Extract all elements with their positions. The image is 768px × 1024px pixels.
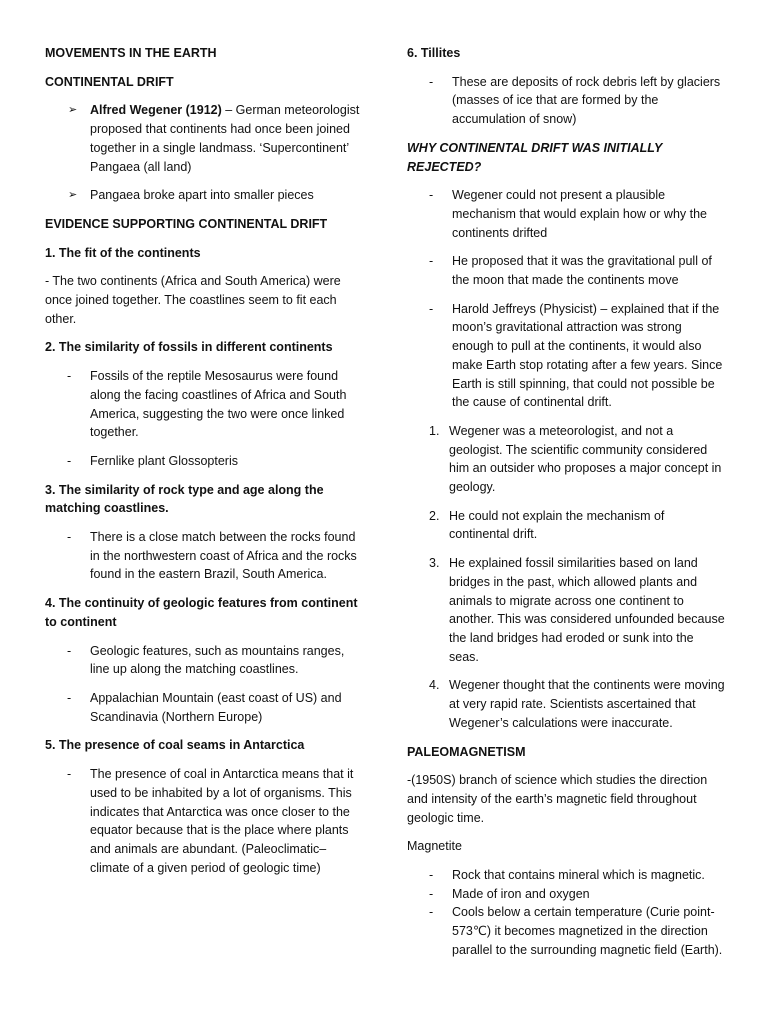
evidence-title: 5. The presence of coal seams in Antarctica bbox=[45, 738, 305, 753]
item-number: 4 . bbox=[407, 676, 449, 732]
list-item-text: These are deposits of rock debris left by glaciers (masses of ice that are formed by the accumulation of snow) bbox=[452, 74, 721, 127]
section-heading-continental-drift: CONTINENTAL DRIFT bbox=[45, 74, 174, 89]
evidence-text: - The two continents (Africa and South America) were once joined together. The coastlines seem to fit each other. bbox=[45, 274, 341, 326]
list-item bbox=[45, 765, 365, 877]
list-item bbox=[407, 300, 725, 412]
right-column bbox=[407, 44, 725, 960]
list-item-text: Cools below a certain temperature (Curie point- 573℃) it becomes magnetized in the direction parallel to the surrounding magnetic field (Earth). bbox=[452, 905, 723, 957]
arrow-bullet-icon: ➢ bbox=[68, 189, 78, 202]
dash-bullet: - bbox=[429, 301, 434, 316]
list-item bbox=[407, 903, 725, 959]
list-item-text: There is a close match between the rocks found in the northwestern coast of Africa and the rocks found in the eastern Brazil, South America. bbox=[90, 530, 357, 582]
dash-bullet: - bbox=[67, 530, 72, 545]
list-item bbox=[407, 186, 725, 242]
dash-bullet: - bbox=[67, 767, 72, 782]
numbered-item-text: Wegener was a meteorologist, and not a geologist. The scientific community considered him an outsider who proposes a major concept in geology. bbox=[449, 423, 722, 495]
bullet-text: – German meteorologist proposed that continents had once been joined together in a single landmass. ‘Supercontinent’ Pangaea (all land) bbox=[90, 103, 360, 174]
dash-bullet: - bbox=[429, 74, 434, 89]
list-item-text: Made of iron and oxygen bbox=[452, 886, 590, 901]
list-item-text: He proposed that it was the gravitational pull of the moon that made the continents move bbox=[452, 254, 712, 288]
list-item-text: Appalachian Mountain (east coast of US) and Scandinavia (Northern Europe) bbox=[90, 690, 342, 724]
list-item bbox=[407, 885, 725, 904]
list-item bbox=[45, 642, 365, 679]
section-heading-rejected: WHY CONTINENTAL DRIFT WAS INITIALLY REJECTED? bbox=[407, 140, 663, 174]
numbered-item bbox=[407, 422, 725, 497]
dash-bullet: - bbox=[429, 886, 434, 901]
page-heading: MOVEMENTS IN THE EARTH bbox=[45, 46, 217, 60]
list-item bbox=[45, 367, 365, 442]
evidence-title: 2. The similarity of fossils in different continents bbox=[45, 340, 333, 355]
list-item-text: Fernlike plant Glossopteris bbox=[90, 453, 238, 468]
dash-bullet: - bbox=[429, 905, 434, 920]
dash-bullet: - bbox=[67, 369, 72, 384]
section-heading-evidence: EVIDENCE SUPPORTING CONTINENTAL DRIFT bbox=[45, 216, 328, 231]
list-item-text: Geologic features, such as mountains ranges, line up along the matching coastlines. bbox=[90, 643, 345, 677]
item-number: 2 . bbox=[407, 507, 449, 544]
dash-bullet: - bbox=[67, 453, 72, 468]
list-item bbox=[407, 73, 725, 129]
numbered-item-text: He explained fossil similarities based on land bridges in the past, which allowed plants and animals to migrate across one continent to another. This was considered unfounded because the land bridges had eroded or sunk into the seas. bbox=[449, 556, 725, 664]
list-item bbox=[45, 528, 365, 584]
numbered-item bbox=[407, 676, 725, 732]
list-item bbox=[45, 689, 365, 726]
item-number: 1 . bbox=[407, 422, 449, 497]
dash-bullet: - bbox=[67, 690, 72, 705]
evidence-title: 6. Tillites bbox=[407, 46, 461, 60]
evidence-title: 1. The fit of the continents bbox=[45, 245, 201, 260]
dash-bullet: - bbox=[429, 868, 434, 883]
list-item-text: Fossils of the reptile Mesosaurus were found along the facing coastlines of Africa and South America, suggesting the two were once linked together. bbox=[90, 369, 347, 440]
left-column bbox=[45, 44, 365, 887]
evidence-title: 3. The similarity of rock type and age along the matching coastlines. bbox=[45, 482, 324, 516]
arrow-bullet-icon: ➢ bbox=[68, 104, 78, 117]
list-item bbox=[45, 186, 365, 205]
list-item bbox=[45, 101, 365, 176]
list-item bbox=[45, 452, 365, 471]
paleomagnetism-text: -(1950S) branch of science which studies the direction and intensity of the earth’s magnetic field throughout geologic time. bbox=[407, 773, 708, 825]
dash-bullet: - bbox=[67, 643, 72, 658]
list-item bbox=[407, 252, 725, 289]
numbered-item-text: Wegener thought that the continents were moving at very rapid rate. Scientists ascertained that Wegener’s calculations were inaccurate. bbox=[449, 678, 725, 730]
bullet-bold-text: Alfred Wegener (1912) bbox=[90, 103, 222, 118]
bullet-text: Pangaea broke apart into smaller pieces bbox=[90, 188, 314, 203]
item-number: 3 . bbox=[407, 554, 449, 666]
numbered-item bbox=[407, 554, 725, 666]
evidence-title: 4. The continuity of geologic features from continent to continent bbox=[45, 596, 358, 629]
dash-bullet: - bbox=[429, 188, 434, 203]
list-item-text: The presence of coal in Antarctica means that it used to be inhabited by a lot of organisms. This indicates that Antarctica was once closer to the equator because that is the place where plants and animals are abundant. (Paleoclimatic– climate of a given period of geologic time) bbox=[90, 767, 354, 875]
numbered-item-text: He could not explain the mechanism of continental drift. bbox=[449, 508, 665, 542]
section-heading-paleomagnetism: PALEOMAGNETISM bbox=[407, 744, 526, 759]
dash-bullet: - bbox=[429, 254, 434, 269]
list-item-text: Harold Jeffreys (Physicist) – explained that if the moon’s gravitational attraction was strong enough to pull at the continents, it would also make Earth stop rotating after a few years. Since Earth is still spinning, that could not possible be the cause of continental drift. bbox=[452, 301, 723, 410]
list-item-text: Wegener could not present a plausible mechanism that would explain how or why the continents drifted bbox=[452, 188, 707, 240]
list-item-text: Rock that contains mineral which is magnetic. bbox=[452, 868, 705, 883]
list-item bbox=[407, 866, 725, 885]
numbered-item bbox=[407, 507, 725, 544]
magnetite-title: Magnetite bbox=[407, 839, 462, 854]
